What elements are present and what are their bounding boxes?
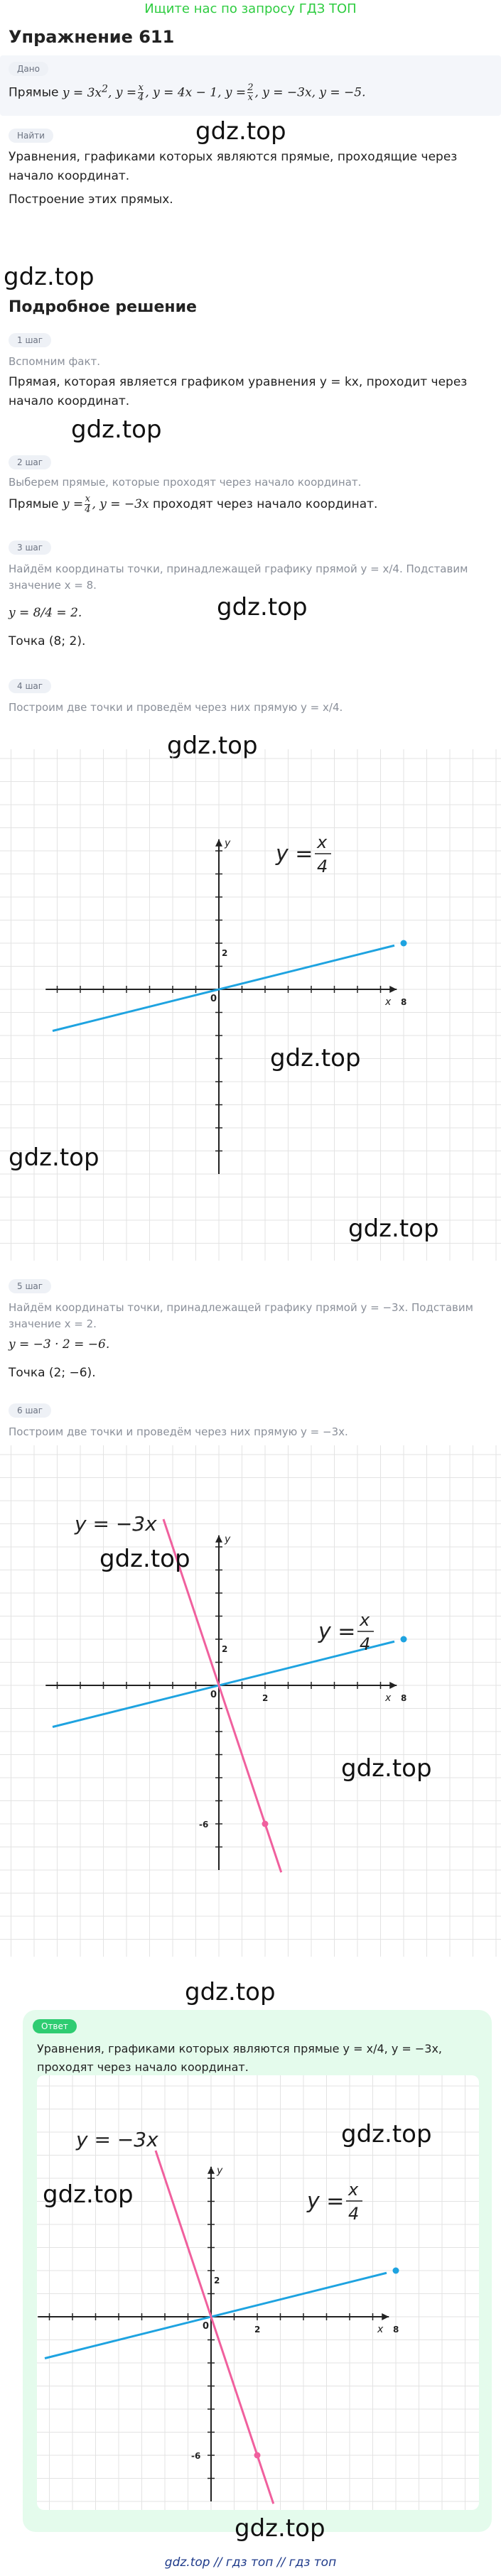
step-3-point: Точка (8; 2).: [9, 634, 86, 648]
y-axis-label: y: [225, 1533, 231, 1545]
step-4-badge: 4 шаг: [9, 679, 51, 693]
top-search-link[interactable]: Ищите нас по запросу ГДЗ ТОП: [144, 1, 357, 16]
find-card: [0, 121, 501, 220]
step-1-text: Прямая, которая является графиком уравнения y = kx, проходит через начало координат.: [9, 375, 468, 409]
step-5-hint: Найдём координаты точки, принадлежащей графику прямой y = −3x. Подставим значение x = 2.: [9, 1301, 473, 1330]
x-axis-arrow: [389, 1682, 397, 1689]
y-axis-arrow: [208, 2167, 215, 2174]
watermark: gdz.top: [195, 117, 286, 146]
watermark: gdz.top: [4, 263, 95, 291]
y-axis-arrow: [215, 839, 222, 847]
x-axis-arrow: [382, 2313, 389, 2320]
step-2-hint: Выберем прямые, которые проходят через начало координат.: [9, 476, 362, 489]
watermark: gdz.top: [270, 1044, 361, 1072]
line-label-x-over-4: y =: [318, 1619, 356, 1644]
find-text-1: Уравнения, графиками которых являются прямые, проходящие через начало координат.: [9, 150, 458, 184]
x-axis-arrow: [389, 986, 397, 993]
point-2-minus-6: [262, 1821, 269, 1827]
watermark: gdz.top: [217, 593, 308, 621]
answer-card: [23, 2010, 492, 2532]
x-axis-label: x: [385, 1692, 392, 1704]
watermark: gdz.top: [348, 1214, 439, 1243]
watermark: gdz.top: [235, 2514, 325, 2543]
origin-label: 0: [203, 2321, 210, 2332]
footer-links[interactable]: gdz.top // гдз топ // гдз топ: [164, 2555, 337, 2570]
answer-badge: Ответ: [33, 2019, 77, 2033]
step-2-badge: 2 шаг: [9, 455, 51, 469]
watermark: gdz.top: [341, 1754, 432, 1783]
step-5-point: Точка (2; −6).: [9, 1366, 96, 1380]
step-1-badge: 1 шаг: [9, 333, 51, 347]
given-text: Прямые $y = 3x^2$, y = $\frac{x}{4}$ , y = 4x − 1, y = $\frac{2}{x}$ , y = −3x, y = −5.: [9, 82, 366, 104]
watermark: gdz.top: [185, 1978, 276, 2006]
tick-label-8: 8: [401, 1693, 407, 1703]
step-5-badge: 5 шаг: [9, 1279, 51, 1293]
page-title: Упражнение 611: [9, 27, 175, 47]
fraction-numerator: x: [317, 832, 328, 852]
watermark: gdz.top: [341, 2120, 432, 2148]
line-label-minus-3x: y = −3x: [75, 1512, 157, 1536]
watermark: gdz.top: [9, 1143, 99, 1172]
y-axis-label: y: [225, 837, 231, 849]
tick-label-minus-6: -6: [191, 2451, 201, 2461]
line-label-minus-3x: y = −3x: [76, 2128, 158, 2151]
step-3-calc: y = 8/4 = 2.: [9, 606, 82, 620]
step-4-hint: Построим две точки и проведём через них прямую y = x/4.: [9, 701, 343, 714]
fraction-numerator: x: [348, 2180, 359, 2200]
point-8-2: [393, 2268, 399, 2274]
watermark: gdz.top: [71, 415, 162, 444]
step-5-calc: y = −3 · 2 = −6.: [9, 1337, 110, 1352]
tick-label-minus-6: -6: [199, 1820, 209, 1830]
watermark: gdz.top: [167, 732, 258, 760]
find-badge: Найти: [9, 129, 53, 143]
step-6-hint: Построим две точки и проведём через них прямую y = −3x.: [9, 1425, 348, 1438]
solution-title: Подробное решение: [9, 298, 197, 316]
point-8-2: [401, 940, 407, 947]
fraction-denominator: 4: [360, 1634, 371, 1654]
fraction-numerator: x: [360, 1610, 370, 1630]
tick-label-2: 2: [214, 2276, 220, 2286]
graph-step-4: [0, 749, 501, 1261]
graph-step-6: [0, 1445, 501, 1957]
point-2-minus-6: [254, 2452, 261, 2459]
find-text-2: Построение этих прямых.: [9, 192, 173, 207]
y-axis-label: y: [217, 2165, 223, 2177]
watermark: gdz.top: [99, 1545, 190, 1573]
step-3-hint: Найдём координаты точки, принадлежащей графику прямой y = x/4. Подставим значение x = 8.: [9, 563, 468, 592]
tick-label-x2: 2: [254, 2325, 261, 2335]
origin-label: 0: [210, 1690, 217, 1700]
step-2-text: Прямые y = $\frac{x}{4}$ , y = −3x проходят через начало координат.: [9, 494, 378, 515]
line-label-x-over-4: y =: [307, 2189, 345, 2214]
watermark: gdz.top: [43, 2180, 134, 2209]
fraction-denominator: 4: [317, 857, 328, 876]
answer-text: Уравнения, графиками которых являются прямые y = x/4, y = −3x, проходят через начало координат.: [37, 2042, 442, 2074]
step-3-badge: 3 шаг: [9, 540, 51, 555]
tick-label-2: 2: [222, 948, 228, 958]
x-axis-label: x: [385, 996, 392, 1008]
point-8-2: [401, 1636, 407, 1643]
tick-label-8: 8: [393, 2325, 399, 2335]
tick-label-8: 8: [401, 997, 407, 1007]
step-1-hint: Вспомним факт.: [9, 355, 101, 368]
origin-label: 0: [210, 994, 217, 1004]
x-axis-label: x: [377, 2324, 384, 2335]
tick-label-x2: 2: [262, 1693, 269, 1703]
y-axis-arrow: [215, 1536, 222, 1543]
given-badge: Дано: [9, 62, 48, 76]
tick-label-2: 2: [222, 1644, 228, 1654]
fraction-denominator: 4: [348, 2204, 360, 2224]
given-card: [0, 55, 501, 116]
step-6-badge: 6 шаг: [9, 1403, 51, 1418]
line-label-x-over-4: y =: [276, 842, 313, 866]
